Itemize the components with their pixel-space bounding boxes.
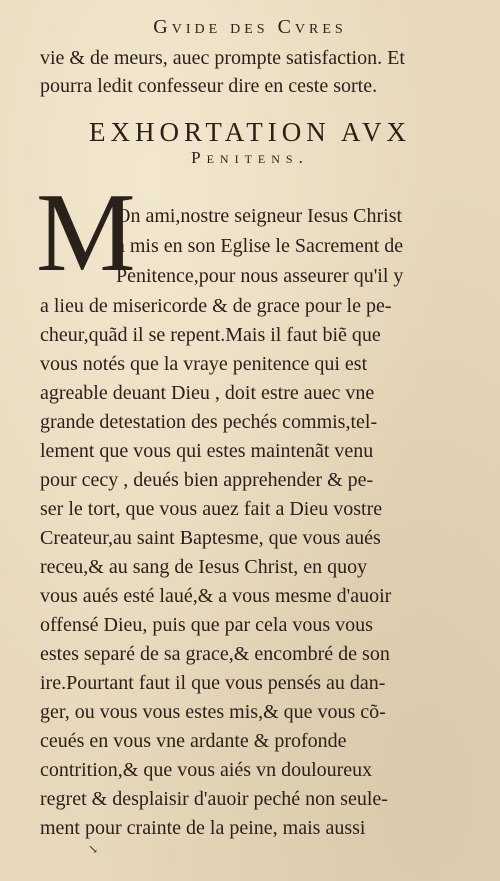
body-line-1: On ami,nostre seigneur Iesus Christ: [116, 205, 403, 227]
body-line-2: a mis en son Eglise le Sacrement de: [116, 235, 404, 257]
body-line-11: ser le tort, que vous auez fait a Dieu vostre: [40, 498, 383, 520]
body-line-16: estes separé de sa grace,& encombré de son: [40, 643, 390, 665]
body-line-17: ire.Pourtant faut il que vous pensés au dan-: [40, 672, 386, 694]
drop-cap: M: [36, 171, 136, 295]
body-line-4: a lieu de misericorde & de grace pour le pe-: [40, 295, 392, 317]
section-title: EXHORTATION AVX: [89, 117, 411, 147]
carryover-line-2: pourra ledit confesseur dire en ceste sorte.: [40, 75, 378, 97]
body-line-6: vous notés que la vraye penitence qui est: [40, 353, 368, 375]
body-line-22: ment pour crainte de la peine, mais aussi: [40, 817, 366, 839]
body-line-20: contrition,& que vous aiés vn douloureux: [40, 759, 373, 781]
bottom-mark: ↘: [88, 842, 99, 856]
body-line-21: regret & desplaisir d'auoir peché non seule-: [40, 788, 388, 810]
body-line-18: ger, ou vous vous estes mis,& que vous cõ-: [40, 701, 386, 723]
body-line-7: agreable deuant Dieu , doit estre auec vne: [40, 382, 375, 404]
body-line-8: grande detestation des pechés commis,tel-: [40, 411, 378, 433]
carryover-line-1: vie & de meurs, auec prompte satisfaction. Et: [40, 47, 405, 69]
body-line-15: offensé Dieu, puis que par cela vous vous: [40, 614, 373, 636]
running-head: Gvide des Cvres: [153, 16, 347, 38]
body-line-12: Createur,au saint Baptesme, que vous aués: [40, 527, 381, 549]
body-line-3: Penitence,pour nous asseurer qu'il y: [116, 265, 404, 287]
body-line-14: vous aués esté laué,& a vous mesme d'auoir: [40, 585, 392, 607]
body-line-13: receu,& au sang de Iesus Christ, en quoy: [40, 556, 368, 578]
body-line-10: pour cecy , deués bien apprehender & pe-: [40, 469, 374, 491]
body-line-9: lement que vous qui estes maintenãt venu: [40, 440, 374, 462]
section-subtitle: Penitens.: [191, 148, 309, 167]
body-line-5: cheur,quãd il se repent.Mais il faut biẽ que: [40, 324, 381, 346]
body-line-19: ceués en vous vne ardante & profonde: [40, 730, 347, 752]
